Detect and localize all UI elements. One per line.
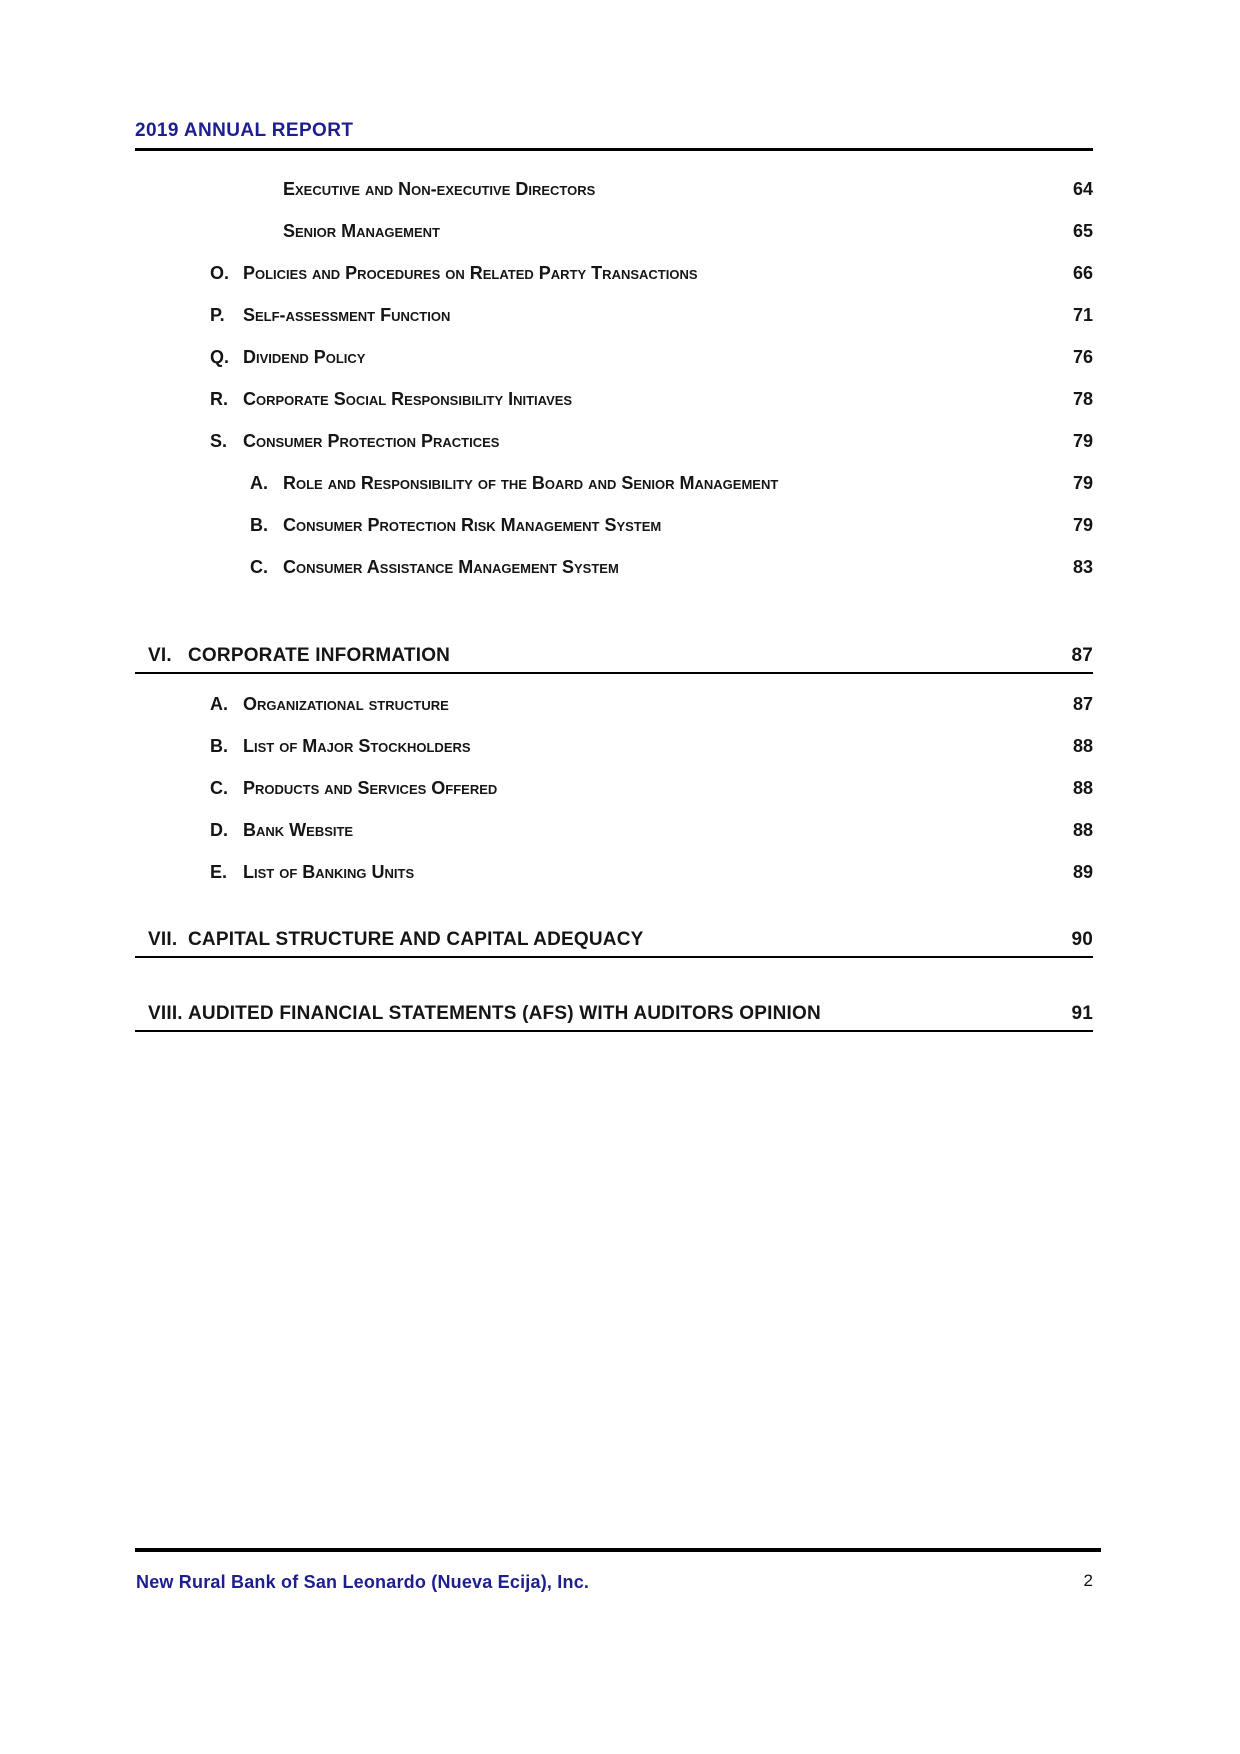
footer-bank-name: New Rural Bank of San Leonardo (Nueva Ecija), Inc. <box>136 1572 590 1592</box>
toc-entry-label: Executive and Non-executive Directors <box>283 179 596 199</box>
toc-entry <box>135 513 1093 537</box>
toc-entry <box>135 303 1093 327</box>
toc-entry-label: Corporate Social Responsibility Initiaves <box>243 389 573 409</box>
toc-entry <box>135 860 1093 884</box>
toc-entry-page-number: 79 <box>1072 515 1093 535</box>
toc-entry-page-number: 79 <box>1072 431 1093 451</box>
toc-entry <box>135 345 1093 369</box>
toc-entry-letter: P. <box>210 305 225 325</box>
toc-entry-label: CORPORATE INFORMATION <box>188 645 451 666</box>
toc-entry <box>135 776 1093 800</box>
toc-entry-label: Senior Management <box>283 221 440 241</box>
toc-entry-page-number: 87 <box>1072 694 1093 714</box>
toc-entry-label: Products and Services Offered <box>243 778 498 798</box>
toc-entry-page-number: 71 <box>1072 305 1093 325</box>
toc-entry <box>135 387 1093 411</box>
toc-entry-label: Bank Website <box>243 820 354 840</box>
toc-entry-page-number: 66 <box>1072 263 1093 283</box>
toc-entry-label: CAPITAL STRUCTURE AND CAPITAL ADEQUACY <box>188 929 644 950</box>
toc-entry-label: Policies and Procedures on Related Party Transactions <box>243 263 698 283</box>
toc-entry-letter: B. <box>210 736 228 756</box>
toc-entry <box>135 261 1093 285</box>
toc-entry <box>135 177 1093 201</box>
toc-section-heading <box>135 644 1093 674</box>
toc-entry-letter: VII. <box>148 929 178 950</box>
toc-entry-label: List of Banking Units <box>243 862 415 882</box>
footer-page-number: 2 <box>1083 1571 1093 1590</box>
toc-entry-letter: C. <box>210 778 228 798</box>
toc-entry-letter: S. <box>210 431 228 451</box>
footer-divider <box>135 1548 1101 1552</box>
toc-entry-page-number: 78 <box>1072 389 1093 409</box>
toc-entry-letter: C. <box>250 557 268 577</box>
toc-entry-page-number: 76 <box>1072 347 1093 367</box>
toc-entry-letter: O. <box>210 263 230 283</box>
toc-entry-page-number: 89 <box>1072 862 1093 882</box>
toc-entry <box>135 219 1093 243</box>
toc-entry-page-number: 88 <box>1072 820 1093 840</box>
toc-entry-page-number: 91 <box>1071 1003 1093 1024</box>
toc-section-heading <box>135 1002 1093 1032</box>
toc-entry-label: List of Major Stockholders <box>243 736 471 756</box>
toc-entry-page-number: 87 <box>1071 645 1093 666</box>
toc-entry-page-number: 88 <box>1072 778 1093 798</box>
toc-entry-letter: VIII. <box>148 1003 183 1024</box>
toc-entry-label: Role and Responsibility of the Board and Senior Management <box>283 473 779 493</box>
toc-entry-letter: R. <box>210 389 228 409</box>
toc-section-heading <box>135 928 1093 958</box>
toc-entry-label: AUDITED FINANCIAL STATEMENTS (AFS) WITH AUDITORS OPINION <box>188 1003 821 1024</box>
toc-entry-letter: E. <box>210 862 228 882</box>
toc-entry-letter: Q. <box>210 347 230 367</box>
toc-entry-page-number: 64 <box>1072 179 1093 199</box>
toc-entry-page-number: 65 <box>1072 221 1093 241</box>
toc-entry <box>135 555 1093 579</box>
toc-entry-label: Organizational structure <box>243 694 449 714</box>
toc-entry-label: Consumer Assistance Management System <box>283 557 619 577</box>
toc-entry-page-number: 79 <box>1072 473 1093 493</box>
toc-entry <box>135 429 1093 453</box>
toc-entry-page-number: 90 <box>1071 929 1093 950</box>
toc-entry <box>135 734 1093 758</box>
toc-entry-letter: VI. <box>148 645 172 666</box>
toc-entry-letter: D. <box>210 820 228 840</box>
table-of-contents <box>135 151 1093 1050</box>
toc-entry <box>135 818 1093 842</box>
toc-entry-letter: B. <box>250 515 268 535</box>
toc-entry-letter: A. <box>250 473 268 493</box>
toc-entry-letter: A. <box>210 694 228 714</box>
toc-entry-page-number: 83 <box>1072 557 1093 577</box>
toc-entry-label: Self-assessment Function <box>243 305 451 325</box>
report-header-title: 2019 ANNUAL REPORT <box>135 120 354 141</box>
toc-entry-label: Dividend Policy <box>243 347 366 367</box>
toc-entry <box>135 692 1093 716</box>
toc-entry-label: Consumer Protection Practices <box>243 431 500 451</box>
toc-entry-page-number: 88 <box>1072 736 1093 756</box>
toc-entry-label: Consumer Protection Risk Management System <box>283 515 662 535</box>
toc-entry <box>135 471 1093 495</box>
